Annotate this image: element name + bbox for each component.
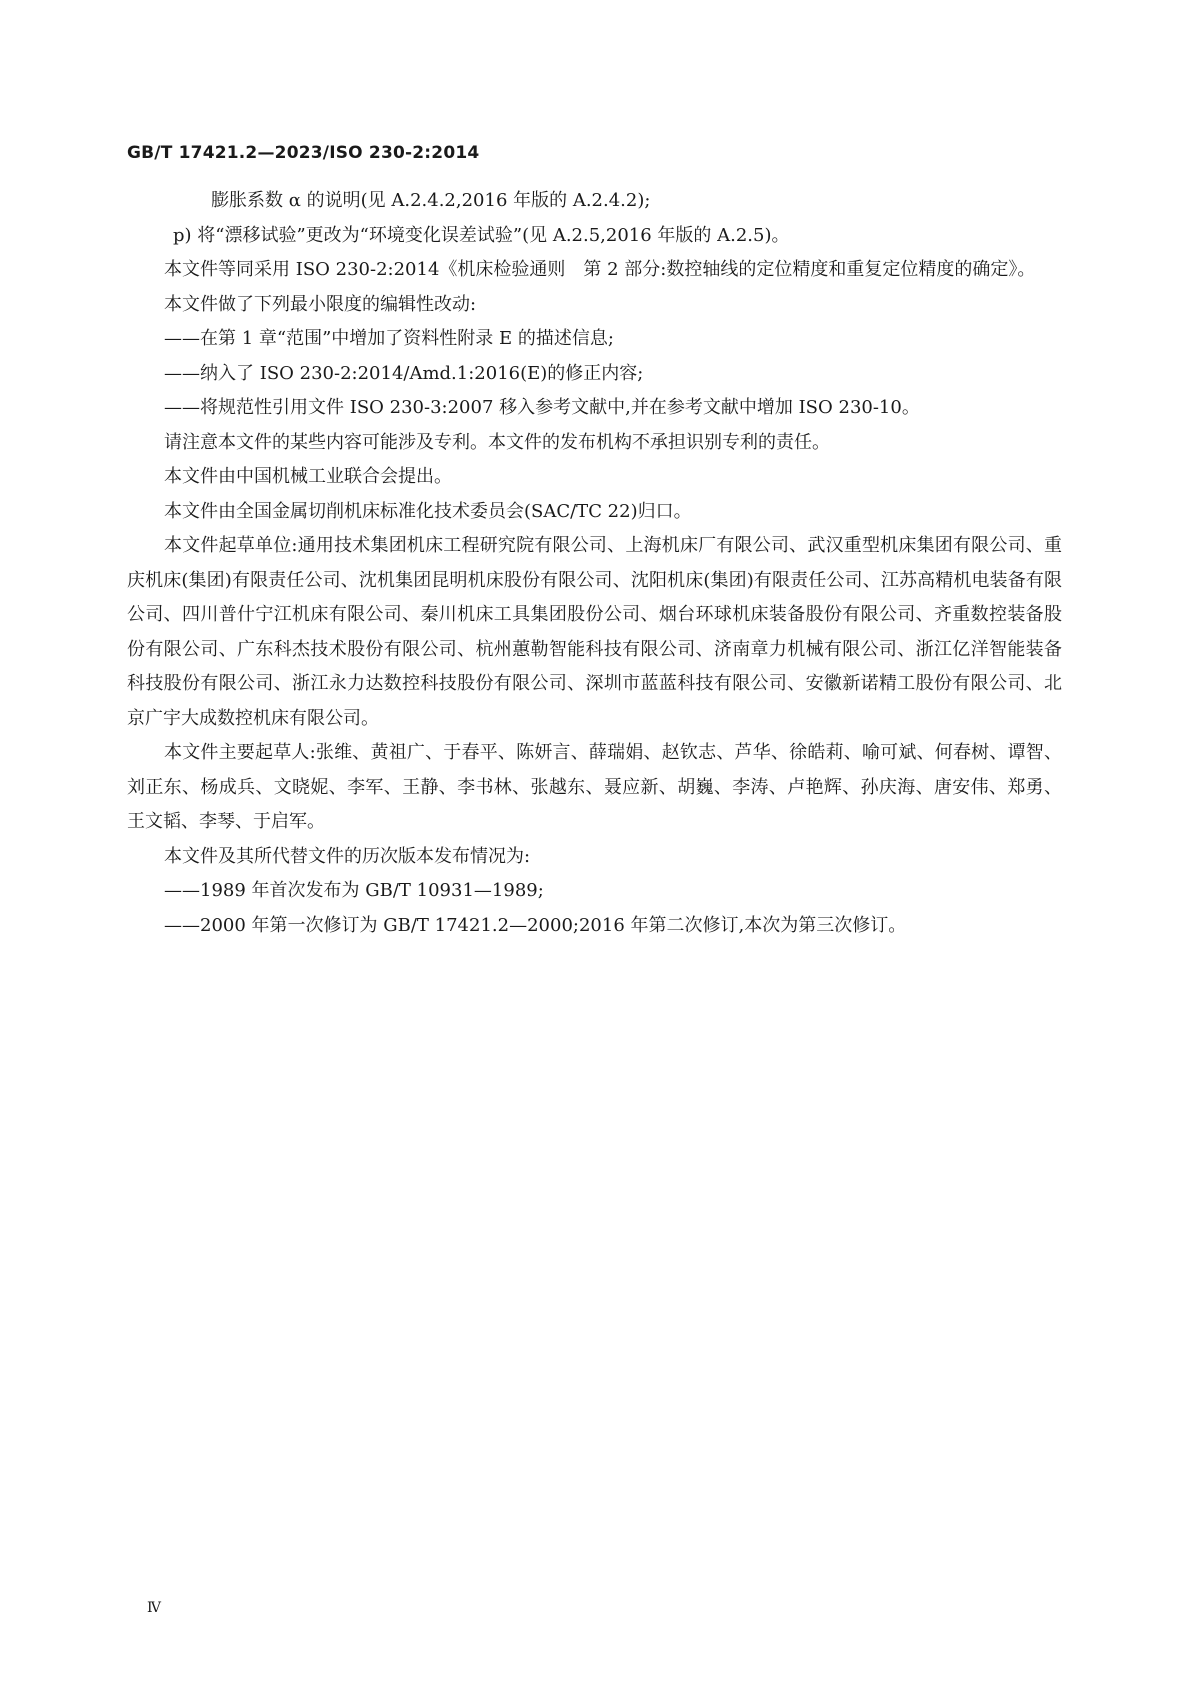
dash-item-references: ——将规范性引用文件 ISO 230-3:2007 移入参考文献中,并在参考文献中增加 ISO 230-10。 <box>164 397 920 418</box>
paragraph-drafters: 本文件主要起草人:张维、黄祖广、于春平、陈妍言、薛瑞娟、赵钦志、芦华、徐皓莉、喻可斌、何春树、谭智、刘正东、杨成兵、文晓妮、李军、王静、李书林、张越东、聂应新、胡巍、李涛、卢艳辉、孙庆海、唐安伟、郑勇、王文韬、李琴、于启军。 <box>127 742 1062 832</box>
standard-number-header: GB/T 17421.2—2023/ISO 230-2:2014 <box>127 143 480 163</box>
paragraph-patent-notice: 请注意本文件的某些内容可能涉及专利。本文件的发布机构不承担识别专利的责任。 <box>164 431 830 453</box>
paragraph-adoption: 本文件等同采用 ISO 230-2:2014《机床检验通则 第 2 部分:数控轴线的定位精度和重复定位精度的确定》。 <box>164 259 1036 280</box>
page-number: Ⅳ <box>147 1600 161 1616</box>
paragraph-version-history: 本文件及其所代替文件的历次版本发布情况为: <box>164 845 531 867</box>
paragraph-drafting-units: 本文件起草单位:通用技术集团机床工程研究院有限公司、上海机床厂有限公司、武汉重型机床集团有限公司、重庆机床(集团)有限责任公司、沈机集团昆明机床股份有限公司、沈阳机床(集团)有限责任公司、江苏高精机电装备有限公司、四川普什宁江机床有限公司、秦川机床工具集团股份公司、烟台环球机床装备股份有限公司、齐重数控装备股份有限公司、广东科杰技术股份有限公司、杭州蕙勒智能科技有限公司、济南章力机械有限公司、浙江亿洋智能装备科技股份有限公司、浙江永力达数控科技股份有限公司、深圳市蓝蓝科技有限公司、安徽新诺精工股份有限公司、北京广宇大成数控机床有限公司。 <box>127 535 1062 729</box>
list-item-continuation: 膨胀系数 α 的说明(见 A.2.4.2,2016 年版的 A.2.4.2); <box>211 190 651 211</box>
list-item-p: p) 将“漂移试验”更改为“环境变化误差试验”(见 A.2.5,2016 年版的 A.2.5)。 <box>173 224 790 246</box>
document-body <box>127 184 1062 943</box>
dash-item-amendment: ——纳入了 ISO 230-2:2014/Amd.1:2016(E)的修正内容; <box>164 362 644 384</box>
paragraph-proposed-by: 本文件由中国机械工业联合会提出。 <box>164 466 452 487</box>
paragraph-technical-committee: 本文件由全国金属切削机床标准化技术委员会(SAC/TC 22)归口。 <box>164 500 692 522</box>
dash-item-1989: ——1989 年首次发布为 GB/T 10931—1989; <box>164 880 544 901</box>
paragraph-editorial-changes: 本文件做了下列最小限度的编辑性改动: <box>164 293 477 315</box>
dash-item-2000: ——2000 年第一次修订为 GB/T 17421.2—2000;2016 年第二次修订,本次为第三次修订。 <box>164 914 907 936</box>
dash-item-scope: ——在第 1 章“范围”中增加了资料性附录 E 的描述信息; <box>164 328 614 349</box>
